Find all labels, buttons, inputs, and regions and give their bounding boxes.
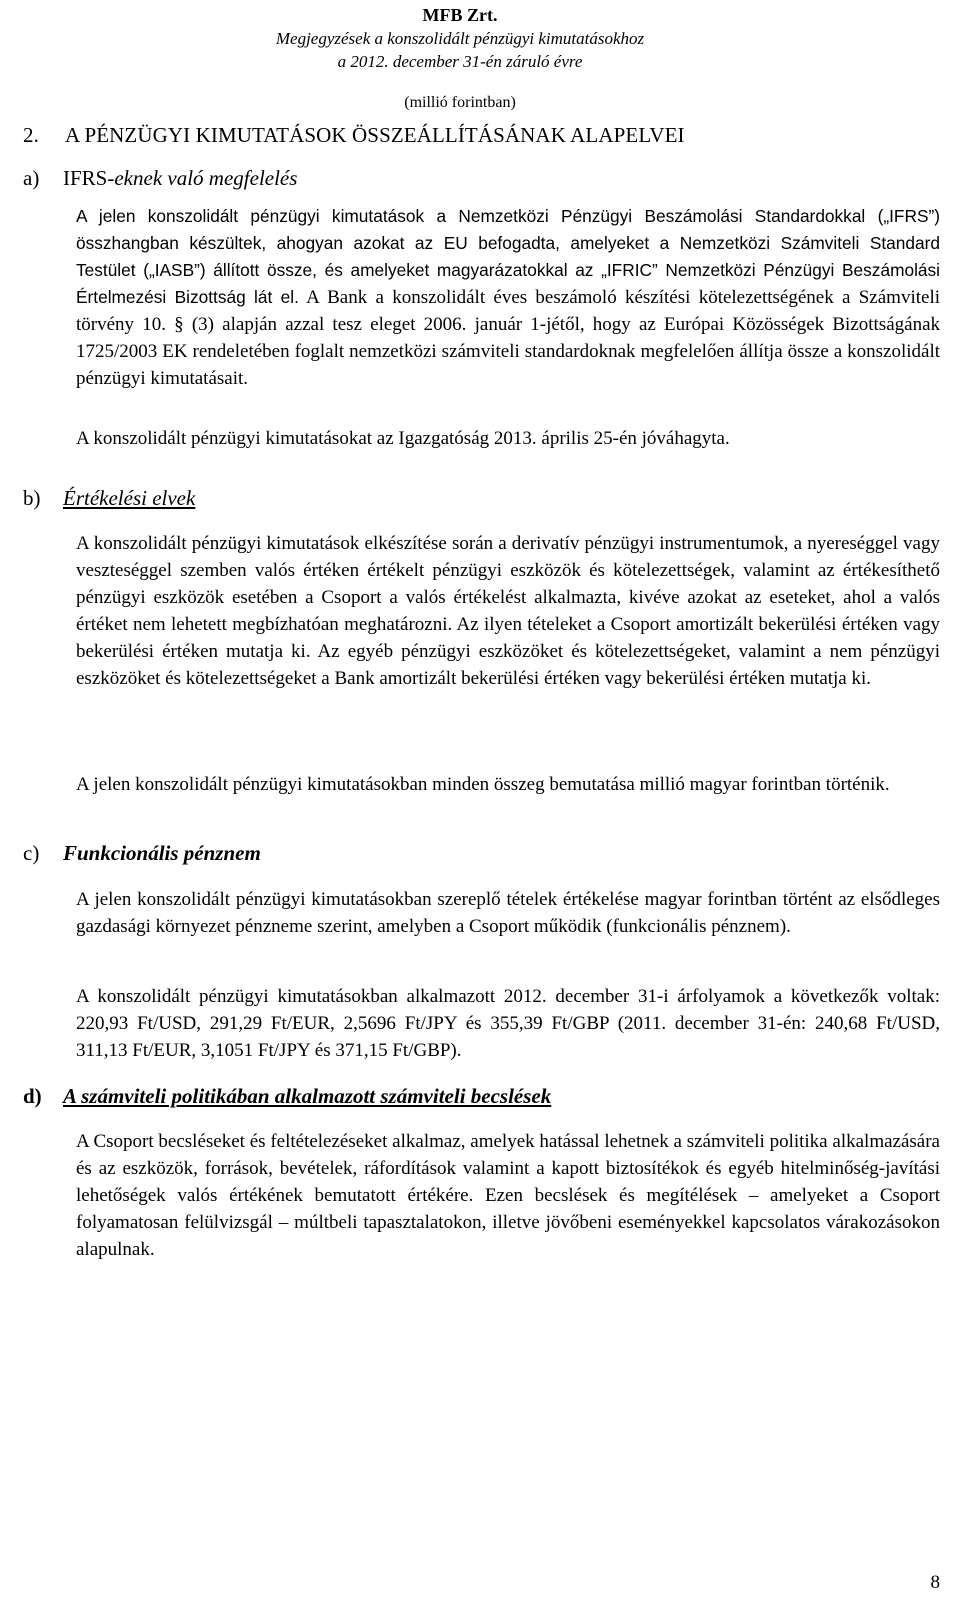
company-name: MFB Zrt.: [422, 5, 498, 25]
subsection-d-heading: [23, 1084, 551, 1109]
header-subtitle-line1: Megjegyzések a konszolidált pénzügyi kimutatásokhoz: [275, 29, 645, 48]
subsection-c-title: Funkcionális pénznem: [63, 841, 261, 865]
subsection-a-heading: [23, 166, 297, 191]
page-number: 8: [930, 1572, 940, 1593]
subsection-a-title: eknek való megfelelés: [114, 166, 298, 190]
subsection-b-paragraph-2: A jelen konszolidált pénzügyi kimutatásokban minden összeg bemutatása millió magyar forintban történik.: [76, 774, 890, 795]
section-number: 2.: [23, 123, 39, 147]
subsection-b-heading: [23, 486, 195, 511]
subsection-a-paragraph-1: [76, 203, 940, 392]
ifrs-compliance-text: A jelen konszolidált pénzügyi kimutatások a Nemzetközi Pénzügyi Beszámolási Standardokkal („IFRS”) összhangban készültek, ahogyan azokat az EU befogadta, amelyeket a Nemzetközi Számviteli Standard Testület („IASB”) állított össze, és amelyeket magyarázatokkal az „IFRIC” Nemzetközi Pénzügyi Beszámolási Értelmezési Bizottság lát el.: [76, 206, 940, 307]
subsection-a-letter: a): [23, 166, 40, 190]
subsection-d-paragraph-1: A Csoport becsléseket és feltételezéseket alkalmaz, amelyek hatással lehetnek a számviteli politika alkalmazására és az eszközök, források, bevételek, ráfordítások valamint a kapott biztosítékok és egyéb hitelminőség-javítási lehetőségek valós értékének bemutatott értékére. Ezen becslések és megítélések – amelyeket a Csoport folyamatosan felülvizsgál – múltbeli tapasztalatokon, illetve jövőbeni eseményekkel kapcsolatos várakozásokon alapulnak.: [76, 1131, 940, 1260]
subsection-a-paragraph-2: A konszolidált pénzügyi kimutatásokat az Igazgatóság 2013. április 25-én jóváhagyta.: [76, 428, 730, 449]
subsection-d-letter: d): [23, 1084, 42, 1108]
subsection-d-title: A számviteli politikában alkalmazott számviteli becslések: [63, 1084, 552, 1108]
subsection-b-paragraph-1: A konszolidált pénzügyi kimutatások elkészítése során a derivatív pénzügyi instrumentumok, a nyereséggel vagy veszteséggel szemben valós értéken értékelt pénzügyi eszközök és kötelezettségek, valamint az értékesíthető pénzügyi eszközök esetében a Csoport a valós értékelést alkalmazta, kivéve azokat az eseteket, ahol a valós értéket nem lehetett megbízhatóan meghatározni. Az ilyen tételeket a Csoport amortizált bekerülési értéken vagy bekerülési értéken mutatja ki. Az egyéb pénzügyi eszközöket és kötelezettségeket, valamint a nem pénzügyi eszközöket és kötelezettségeket a Bank amortizált bekerülési értéken vagy bekerülési értéken mutatja ki.: [76, 533, 940, 689]
subsection-c-paragraph-2: A konszolidált pénzügyi kimutatásokban alkalmazott 2012. december 31-i árfolyamok a következők voltak: 220,93 Ft/USD, 291,29 Ft/EUR, 2,5696 Ft/JPY és 355,39 Ft/GBP (2011. december 31-én: 240,68 Ft/USD, 311,13 Ft/EUR, 3,1051 Ft/JPY és 371,15 Ft/GBP).: [76, 986, 940, 1061]
currency-unit: (millió forintban): [404, 94, 516, 111]
header-subtitle-line2: a 2012. december 31-én záruló évre: [337, 52, 583, 71]
section-heading: [23, 123, 685, 148]
section-title: A PÉNZÜGYI KIMUTATÁSOK ÖSSZEÁLLÍTÁSÁNAK ALAPELVEI: [65, 123, 685, 147]
page-header: [200, 4, 720, 111]
subsection-b-title: Értékelési elvek: [63, 486, 196, 510]
subsection-c-heading: [23, 841, 261, 866]
subsection-b-letter: b): [23, 486, 41, 510]
subsection-a-title-prefix: IFRS-: [63, 166, 115, 190]
bank-obligation-text: A Bank a konszolidált éves beszámoló készítési kötelezettségének a Számviteli törvény 10. § (3) alapján azzal tesz eleget 2006. január 1-jétől, hogy az Európai Közösségek Bizottságának 1725/2003 EK rendeletében foglalt nemzetközi számviteli standardoknak megfelelően állítja össze a konszolidált pénzügyi kimutatásait.: [76, 287, 941, 389]
subsection-c-letter: c): [23, 841, 40, 865]
subsection-c-paragraph-1: A jelen konszolidált pénzügyi kimutatásokban szereplő tételek értékelése magyar forintban történt az elsődleges gazdasági környezet pénzneme szerint, amelyben a Csoport működik (funkcionális pénznem).: [76, 889, 940, 937]
